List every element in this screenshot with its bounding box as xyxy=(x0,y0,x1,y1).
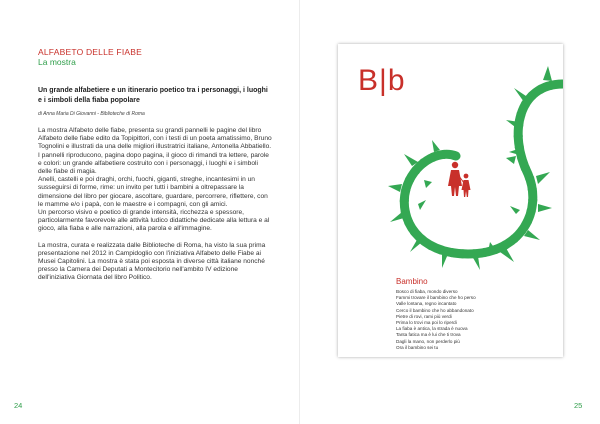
adult-child-figures xyxy=(448,162,471,197)
poem-line: Pietre di rovi, rami più verdi xyxy=(396,313,452,319)
article-subtitle: La mostra xyxy=(38,57,76,67)
illustration-card xyxy=(338,44,563,357)
page-number-left: 24 xyxy=(14,401,23,410)
body-paragraph-2: I pannelli riproducono, pagina dopo pagina, il gioco di rimandi tra lettere, parole e colori: un grande alfabetiere costruito con i personaggi, i luoghi e i simboli delle fiabe di magia. xyxy=(38,151,269,176)
poem-line: Valle lontana, regno incantato xyxy=(396,301,457,307)
body-paragraph-1: La mostra Alfabeto delle fiabe, presenta su grandi pannelli le pagine del libro Alfabeto delle fiabe edito da Topipittori, con i testi di un poeta amatissimo, Bruno Tognolini e illustrati da una delle migliori illustratrici italiane, Antonella Abbatiello. xyxy=(38,127,272,151)
article-byline: di Anna Maria Di Giovanni - Biblioteche di Roma xyxy=(38,111,145,117)
poem-line: Ora il bambino sei tu xyxy=(396,344,439,350)
letter-lower: b xyxy=(387,64,406,97)
article-title: ALFABETO DELLE FIABE xyxy=(38,47,142,57)
poem-title: Bambino xyxy=(396,277,428,286)
article-body xyxy=(38,127,272,283)
poem-line: Prima lo trovi ma poi lo riperdi xyxy=(396,320,457,326)
poem-line: Bosco di fiaba, mondo diverso xyxy=(396,289,458,294)
body-paragraph-5: La mostra, curata e realizzata dalle Biblioteche di Roma, ha visto la sua prima presentazione nel 2012 in Campidoglio con l'iniziativa Alfabeto delle Fiabe ai Musei Capitolini. La mostra è stata poi esposta in diverse città italiane nonché presso la Camera dei Deputati a Montecitorio nell'ambito IV edizione dell'iniziativa Giornata del libro Politico. xyxy=(38,241,266,282)
letter-divider: | xyxy=(379,64,388,97)
article-lead: Un grande alfabetiere e un itinerario poetico tra i personaggi, i luoghi e i simboli della fiaba popolare xyxy=(38,87,268,104)
poem-line: Cerco il bambino che ho abbandonato xyxy=(396,307,474,313)
poem-line: Dagli la mano, non perderlo più xyxy=(396,338,460,344)
poem-text xyxy=(396,289,476,351)
poem-line: La fiaba è antica, la strada è nuova xyxy=(396,326,468,332)
letter-heading xyxy=(358,64,406,98)
letter-upper: B xyxy=(358,64,380,97)
poem-line: Fammi trovare il bambino che ho perso xyxy=(396,295,476,301)
body-paragraph-3: Anelli, castelli e poi draghi, orchi, fuochi, giganti, streghe, incantesimi in un susseguirsi di forme, rime: un invito per tutti i bambini a oltrepassare la dimensione del libro per giocare, ascoltare, guardare, percorrere, riflettere, con le mamme e/o i papà, con le maestre e i compagni, con gli amici. xyxy=(38,176,268,208)
body-paragraph-4: Un percorso visivo e poetico di grande intensità, ricchezza e spessore, particolarmente favorevole alle attività ludico didattiche dedicate alla lettura e al gioco, alla fiaba e alle narrazioni, alla parola e all'immagine. xyxy=(38,209,270,233)
page-number-right: 25 xyxy=(574,401,583,410)
poem-line: Tanta fatica ma è lui che ti trova xyxy=(396,332,461,338)
right-page xyxy=(300,0,600,424)
